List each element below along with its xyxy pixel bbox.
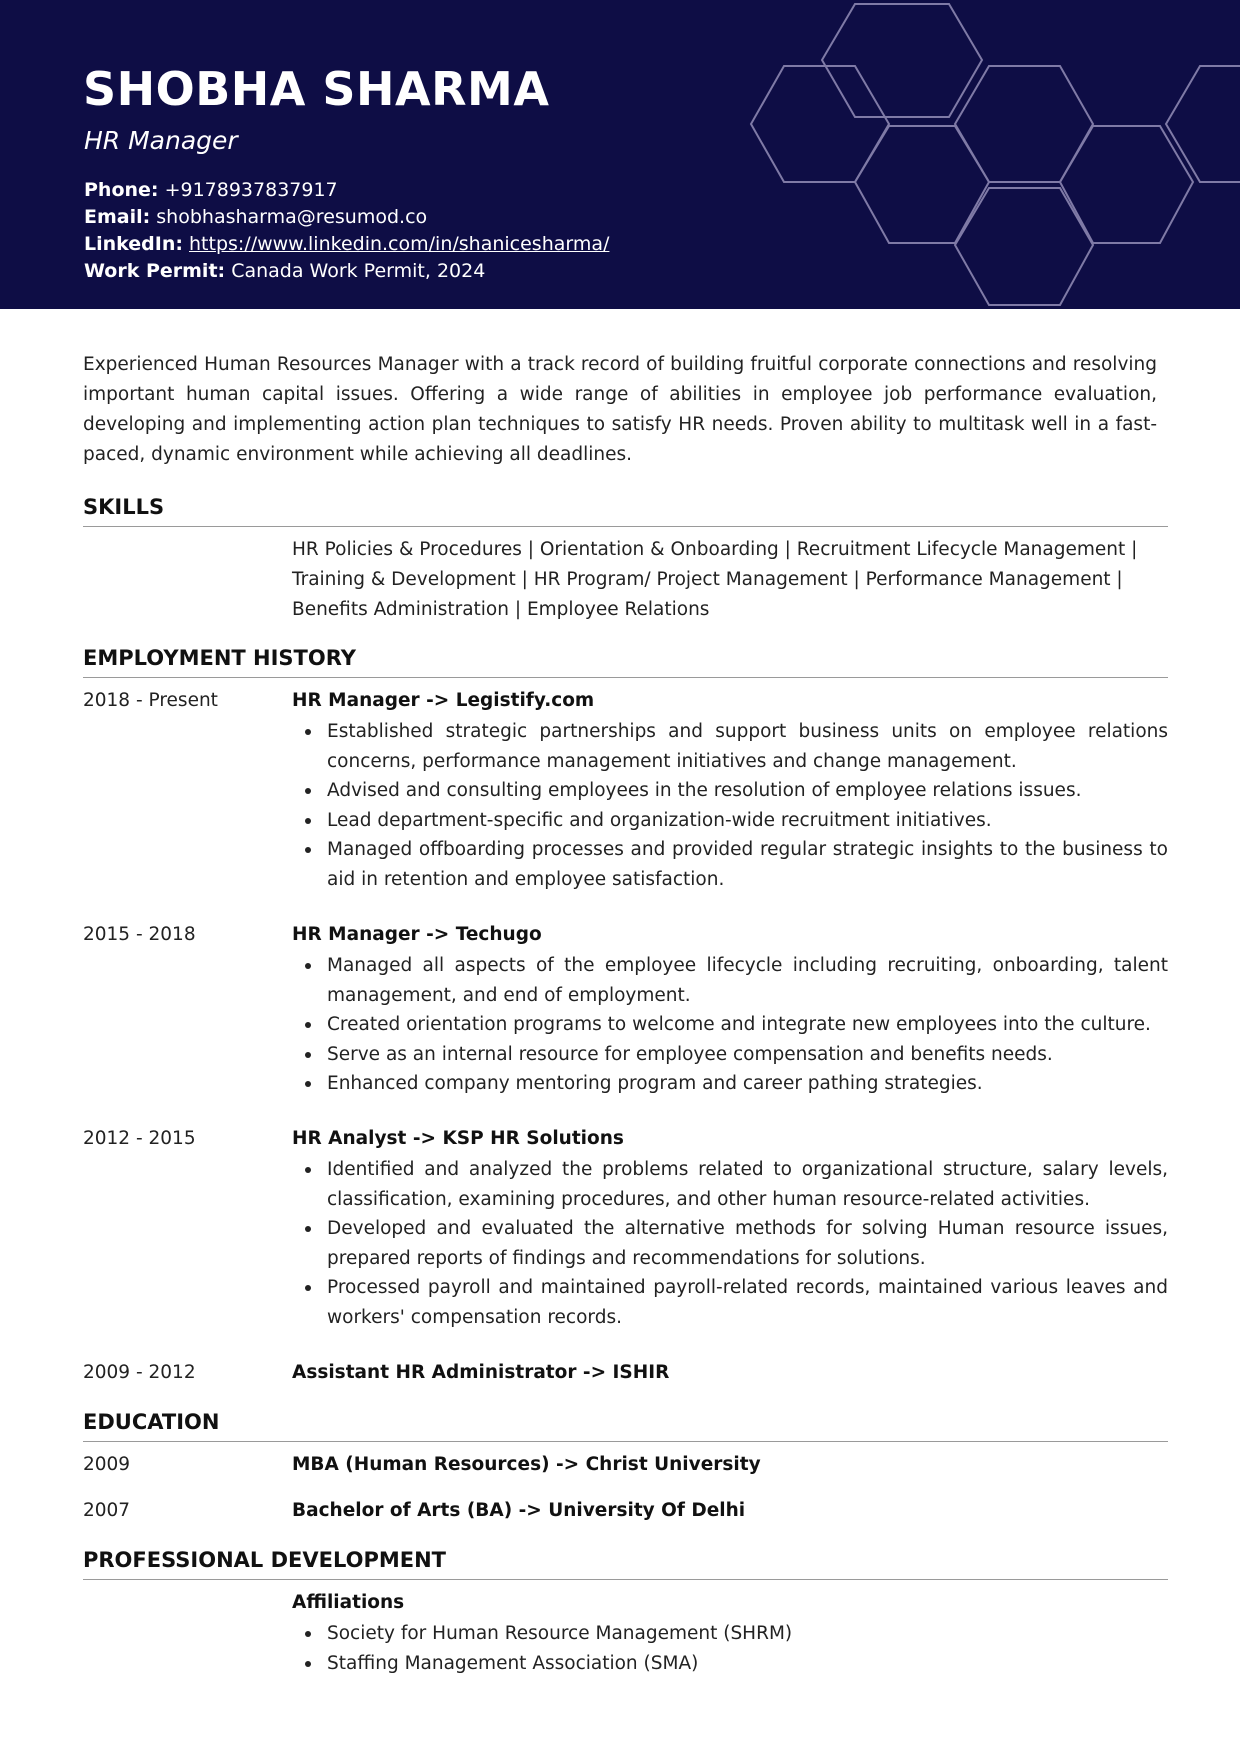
job-bullet: Created orientation programs to welcome and integrate new employees into the culture. <box>327 1010 1168 1040</box>
skills-list: HR Policies & Procedures | Orientation & Onboarding | Recruitment Lifecycle Management | Training & Development | HR Program/ Project Management | Performance Management | Benefits Administration | Employee Relations <box>292 539 1138 620</box>
job-title: HR Analyst -> KSP HR Solutions <box>292 1128 624 1149</box>
education-year: 2009 <box>83 1454 131 1475</box>
work-permit-value: Canada Work Permit, 2024 <box>231 260 486 282</box>
professional-development-heading: PROFESSIONAL DEVELOPMENT <box>83 1547 1168 1580</box>
job-bullet: Developed and evaluated the alternative methods for solving Human resource issues, prepared reports of findings and recommendations for solutions. <box>327 1214 1168 1273</box>
hexagon-shape <box>822 4 982 117</box>
job-entry <box>292 1360 1168 1386</box>
phone-label: Phone: <box>84 179 159 201</box>
phone-value: +9178937837917 <box>164 179 338 201</box>
email-value: shobhasharma@resumod.co <box>156 206 428 228</box>
resume-header <box>0 0 1240 309</box>
candidate-title: HR Manager <box>84 126 238 155</box>
affiliations-heading: Affiliations <box>292 1592 405 1613</box>
job-title: Assistant HR Administrator -> ISHIR <box>292 1362 670 1383</box>
work-permit-row <box>84 258 609 285</box>
job-bullets <box>292 1155 1168 1332</box>
profile-summary: Experienced Human Resources Manager with a track record of building fruitful corporate connections and resolving important human capital issues. Offering a wide range of abilities in employee job performance evaluation, developing and implementing action plan techniques to satisfy HR needs. Proven ability to multitask well in a fast-paced, dynamic environment while achieving all deadlines. <box>83 354 1157 465</box>
contact-info <box>84 177 609 285</box>
linkedin-row <box>84 231 609 258</box>
job-bullet: Managed offboarding processes and provided regular strategic insights to the business to aid in retention and employee satisfaction. <box>327 835 1168 894</box>
hexagon-shape <box>1166 66 1240 182</box>
hexagon-shape <box>955 66 1093 182</box>
education-heading: EDUCATION <box>83 1409 1168 1442</box>
affiliations-list <box>292 1619 1168 1678</box>
job-bullet: Serve as an internal resource for employee compensation and benefits needs. <box>327 1040 1168 1070</box>
job-bullet: Processed payroll and maintained payroll-related records, maintained various leaves and workers' compensation records. <box>327 1273 1168 1332</box>
candidate-name: SHOBHA SHARMA <box>83 62 550 116</box>
affiliation-item: Society for Human Resource Management (SHRM) <box>327 1619 1168 1649</box>
job-entry <box>292 688 1168 894</box>
linkedin-label: LinkedIn: <box>84 233 183 255</box>
affiliations-entry <box>292 1590 1168 1678</box>
education-degree: MBA (Human Resources) -> Christ University <box>292 1454 761 1475</box>
job-bullet: Lead department-specific and organization-wide recruitment initiatives. <box>327 806 1168 836</box>
job-bullet: Managed all aspects of the employee lifecycle including recruiting, onboarding, talent management, and end of employment. <box>327 951 1168 1010</box>
job-bullet: Established strategic partnerships and support business units on employee relations concerns, performance management initiatives and change management. <box>327 717 1168 776</box>
skills-heading: SKILLS <box>83 494 1168 527</box>
job-bullet: Identified and analyzed the problems related to organizational structure, salary levels, classification, examining procedures, and other human resource-related activities. <box>327 1155 1168 1214</box>
linkedin-link[interactable]: https://www.linkedin.com/in/shanicesharma/ <box>189 233 610 255</box>
email-row <box>84 204 609 231</box>
affiliation-item: Staffing Management Association (SMA) <box>327 1649 1168 1679</box>
hexagon-shape <box>1060 126 1193 243</box>
job-title: HR Manager -> Legistify.com <box>292 690 595 711</box>
hexagon-shape <box>855 126 989 243</box>
education-year: 2007 <box>83 1500 131 1521</box>
job-dates: 2018 - Present <box>83 690 218 711</box>
hexagon-shape <box>751 66 889 182</box>
job-entry <box>292 1126 1168 1332</box>
job-bullet: Advised and consulting employees in the resolution of employee relations issues. <box>327 776 1168 806</box>
job-dates: 2012 - 2015 <box>83 1128 196 1149</box>
job-dates: 2015 - 2018 <box>83 924 196 945</box>
phone-row <box>84 177 609 204</box>
job-bullets <box>292 951 1168 1099</box>
education-entry <box>292 1498 1168 1524</box>
job-dates: 2009 - 2012 <box>83 1362 196 1383</box>
job-title: HR Manager -> Techugo <box>292 924 542 945</box>
job-entry <box>292 922 1168 1099</box>
employment-heading: EMPLOYMENT HISTORY <box>83 645 1168 678</box>
job-bullets <box>292 717 1168 894</box>
education-entry <box>292 1452 1168 1478</box>
work-permit-label: Work Permit: <box>84 260 226 282</box>
education-degree: Bachelor of Arts (BA) -> University Of Delhi <box>292 1500 746 1521</box>
job-bullet: Enhanced company mentoring program and career pathing strategies. <box>327 1069 1168 1099</box>
email-label: Email: <box>84 206 151 228</box>
